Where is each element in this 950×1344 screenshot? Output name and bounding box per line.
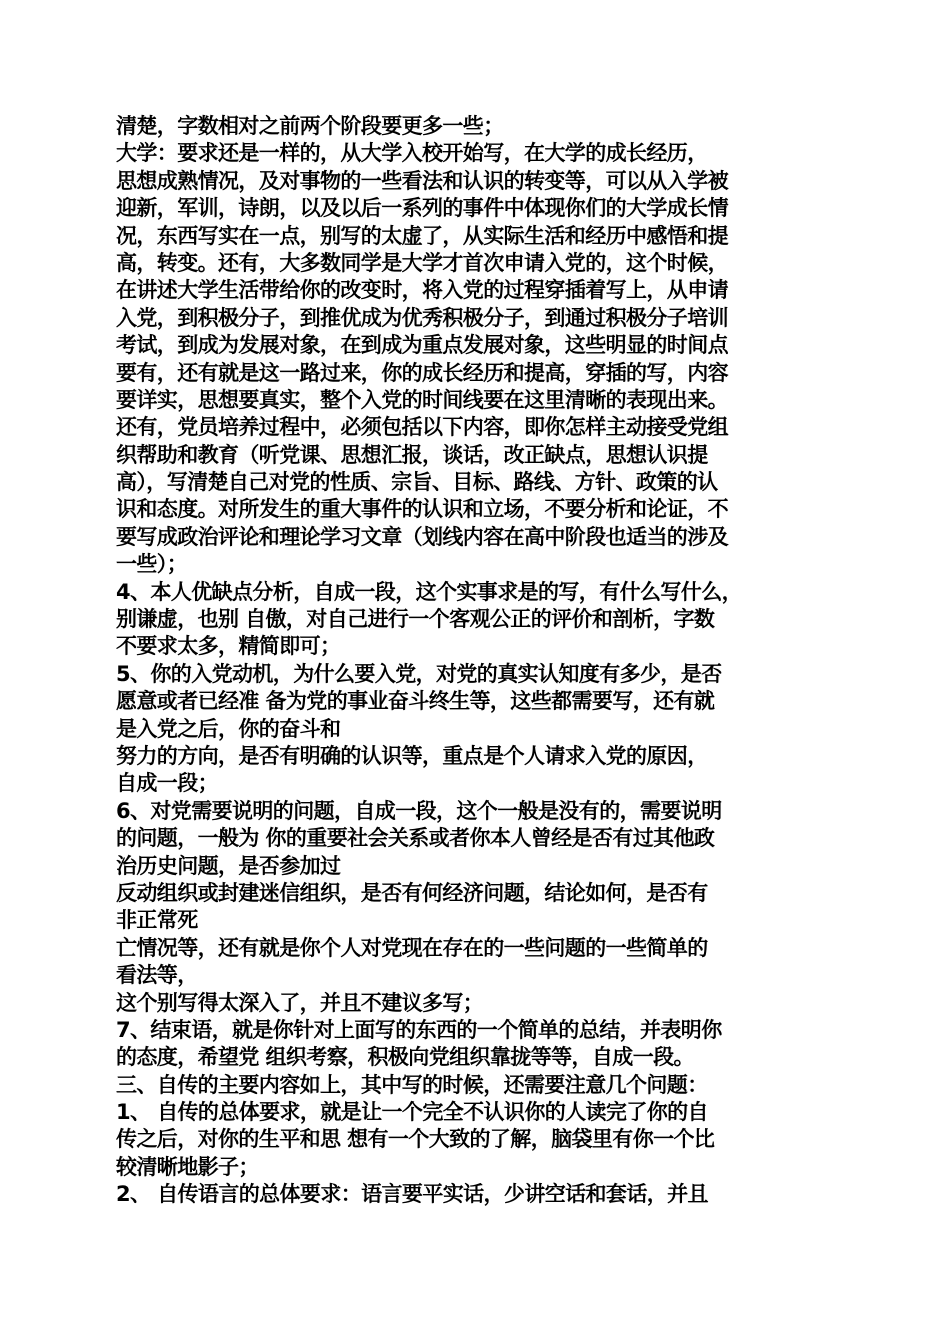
text-line: 1、 自传的总体要求，就是让一个完全不认识你的人读完了你的自 [116, 1100, 708, 1125]
text-line: 亡情况等，还有就是你个人对党现在存在的一些问题的一些简单的 [116, 935, 708, 960]
text-line: 还有，党员培养过程中，必须包括以下内容，即你怎样主动接受党组 [116, 415, 728, 440]
text-line: 自成一段； [116, 771, 218, 796]
text-line: 清楚，字数相对之前两个阶段要更多一些； [116, 114, 504, 138]
text-line: 迎新，军训，诗朗，以及以后一系列的事件中体现你们的大学成长情 [116, 196, 728, 221]
text-line: 识和态度。对所发生的重大事件的认识和立场，不要分析和论证，不 [116, 497, 728, 522]
text-line: 6、对党需要说明的问题，自成一段，这个一般是没有的，需要说明 [116, 798, 722, 823]
text-line: 考试，到成为发展对象，在到成为重点发展对象，这些明显的时间点 [116, 333, 728, 358]
text-line: 7、结束语，就是你针对上面写的东西的一个简单的总结，并表明你 [116, 1017, 722, 1042]
text-line: 愿意或者已经准 备为党的事业奋斗终生等，这些都需要写，还有就 [116, 689, 715, 714]
text-line: 大学：要求还是一样的，从大学入校开始写，在大学的成长经历， [116, 141, 708, 166]
text-line: 传之后，对你的生平和思 想有一个大致的了解，脑袋里有你一个比 [116, 1127, 715, 1152]
text-line: 的态度，希望党 组织考察，积极向党组织靠拢等等，自成一段。 [116, 1045, 694, 1070]
text-line: 高），写清楚自己对党的性质、宗旨、目标、路线、方针、政策的认 [116, 470, 718, 495]
text-line: 2、 自传语言的总体要求：语言要平实话，少讲空话和套话，并且 [116, 1182, 708, 1207]
document-body [116, 113, 838, 1209]
text-line: 要写成政治评论和理论学习文章（划线内容在高中阶段也适当的涉及 [116, 524, 728, 549]
text-line: 三、自传的主要内容如上，其中写的时候，还需要注意几个问题： [116, 1072, 708, 1097]
text-line: 在讲述大学生活带给你的改变时，将入党的过程穿插着写上，从申请 [116, 278, 728, 303]
text-line: 织帮助和教育（听党课、思想汇报，谈话，改正缺点，思想认识提 [116, 442, 708, 467]
text-line: 反动组织或封建迷信组织，是否有何经济问题，结论如何，是否有 [116, 880, 708, 905]
text-line: 努力的方向，是否有明确的认识等，重点是个人请求入党的原因， [116, 743, 708, 768]
text-line: 不要求太多，精简即可； [116, 634, 341, 659]
text-line: 较清晰地影子； [116, 1154, 259, 1179]
text-line: 入党，到积极分子，到推优成为优秀积极分子，到通过积极分子培训 [116, 305, 728, 330]
text-line: 别谦虚，也别 自傲，对自己进行一个客观公正的评价和剖析，字数 [116, 607, 715, 632]
text-line: 思想成熟情况，及对事物的一些看法和认识的转变等，可以从入学被 [116, 168, 728, 193]
text-line: 一些）； [116, 552, 188, 577]
text-line: 这个别写得太深入了，并且不建议多写； [116, 990, 484, 1015]
text-line: 的问题，一般为 你的重要社会关系或者你本人曾经是否有过其他政 [116, 826, 715, 851]
text-line: 高，转变。还有，大多数同学是大学才首次申请入党的，这个时候， [116, 250, 728, 275]
text-line: 非正常死 [116, 908, 198, 933]
text-line: 5、你的入党动机，为什么要入党，对党的真实认知度有多少，是否 [116, 661, 722, 686]
text-line: 治历史问题，是否参加过 [116, 853, 341, 878]
text-line: 看法等， [116, 963, 198, 988]
text-line: 4、本人优缺点分析，自成一段，这个实事求是的写，有什么写什么， [116, 579, 743, 604]
text-line: 况，东西写实在一点，别写的太虚了，从实际生活和经历中感悟和提 [116, 223, 728, 248]
text-line: 要有，还有就是这一路过来，你的成长经历和提高，穿插的写，内容 [116, 360, 728, 385]
text-line: 要详实，思想要真实，整个入党的时间线要在这里清晰的表现出来。 [116, 387, 728, 412]
text-line: 是入党之后，你的奋斗和 [116, 716, 341, 741]
